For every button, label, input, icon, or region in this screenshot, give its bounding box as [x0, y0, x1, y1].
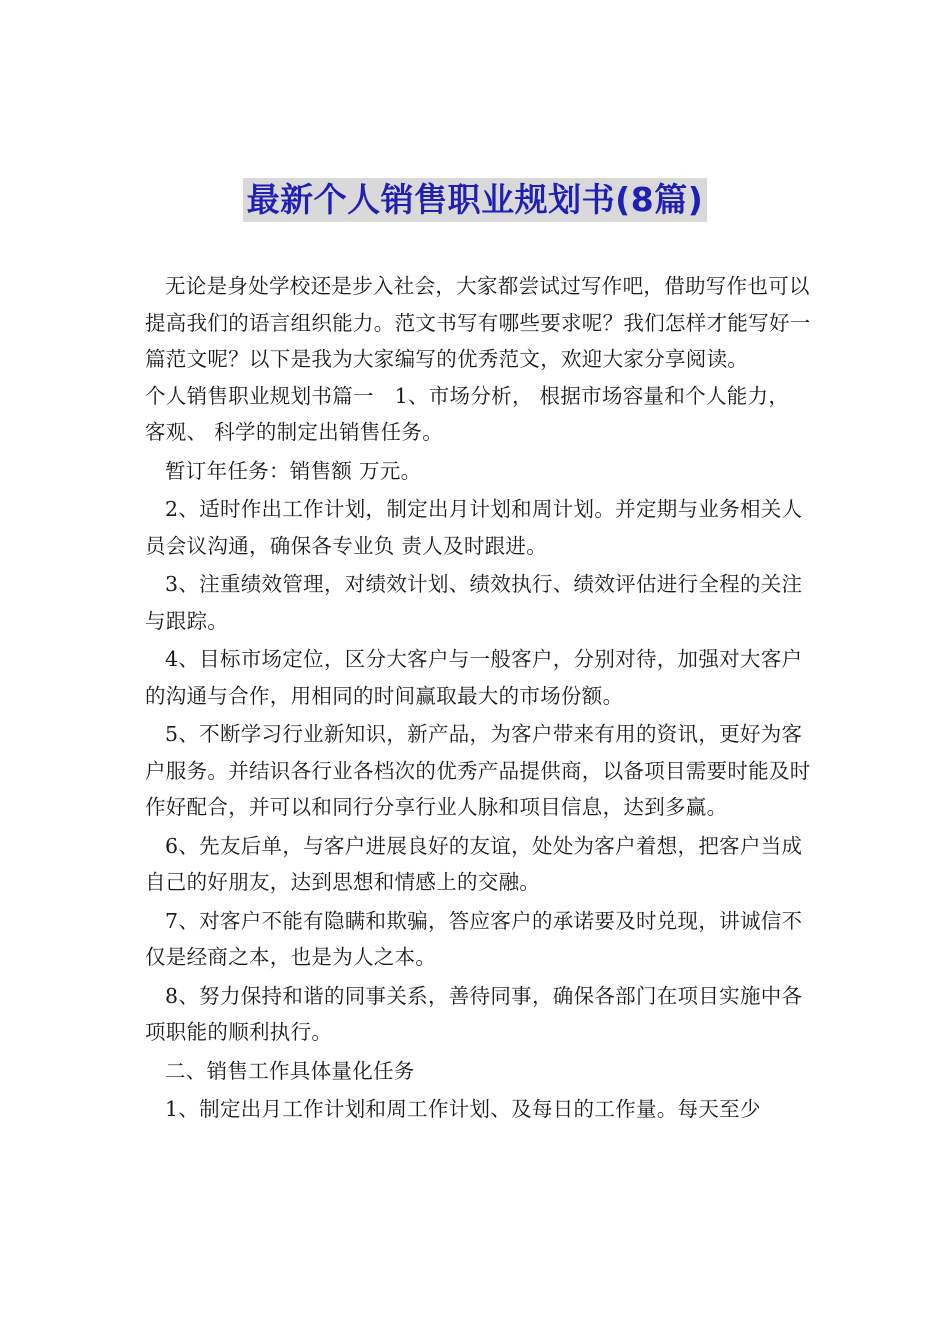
- item-7-paragraph: 7、对客户不能有隐瞒和欺骗，答应客户的承诺要及时兑现，讲诚信不仅是经商之本，也是为人之本。: [145, 908, 803, 969]
- item-4-paragraph: 4、目标市场定位，区分大客户与一般客户，分别对待，加强对大客户的沟通与合作，用相同的时间赢取最大的市场份额。: [145, 647, 803, 708]
- intro-paragraph: 无论是身处学校还是步入社会，大家都尝试过写作吧，借助写作也可以提高我们的语言组织能力。范文书写有哪些要求呢？我们怎样才能写好一篇范文呢？以下是我为大家编写的优秀范文，欢迎大家分享阅读。: [145, 274, 811, 371]
- item-6-paragraph: 6、先友后单，与客户进展良好的友谊，处处为客户着想，把客户当成自己的好朋友，达到思想和情感上的交融。: [145, 833, 803, 894]
- document-body: [145, 268, 813, 1128]
- document-title: 最新个人销售职业规划书(8篇): [243, 178, 708, 222]
- section-two-heading: 二、销售工作具体量化任务: [165, 1058, 415, 1083]
- section-one-paragraph: 个人销售职业规划书篇一 1、市场分析， 根据市场容量和个人能力， 客观、 科学的制定出销售任务。: [145, 383, 790, 444]
- item-5-paragraph: 5、不断学习行业新知识，新产品，为客户带来有用的资讯，更好为客户服务。并结识各行业各档次的优秀产品提供商，以备项目需要时能及时作好配合，并可以和同行分享行业人脉和项目信息，达到多赢。: [145, 722, 811, 819]
- item-8-paragraph: 8、努力保持和谐的同事关系，善待同事，确保各部门在项目实施中各项职能的顺利执行。: [145, 983, 803, 1044]
- section-two-item-1-paragraph: 1、制定出月工作计划和周工作计划、及每日的工作量。每天至少: [165, 1097, 761, 1121]
- item-2-paragraph: 2、适时作出工作计划，制定出月计划和周计划。并定期与业务相关人员会议沟通，确保各专业负 责人及时跟进。: [145, 497, 803, 558]
- annual-task-paragraph: 暂订年任务：销售额 万元。: [165, 458, 422, 483]
- title-container: [0, 178, 950, 222]
- item-3-paragraph: 3、注重绩效管理，对绩效计划、绩效执行、绩效评估进行全程的关注与跟踪。: [145, 572, 803, 633]
